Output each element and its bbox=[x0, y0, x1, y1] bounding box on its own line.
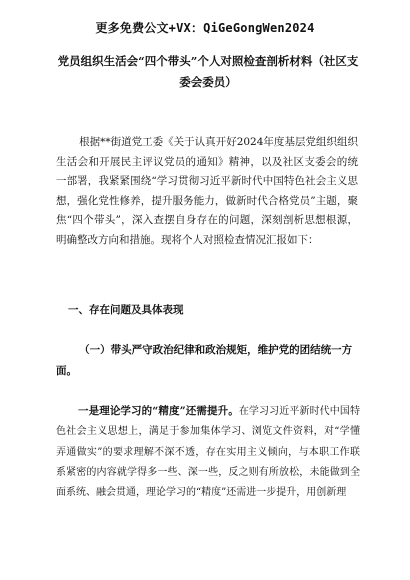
section-heading: 一、存在问题及具体表现 bbox=[68, 304, 184, 316]
intro-paragraph: 根据**街道党工委《关于认真开好2024年度基层党组织组织生活会和开展民主评议党员的通知》精神，以及社区支委会的统一部署，我紧紧围绕“学习贯彻习近平新时代中国特色社会主义思想，强化党性修养，提升服务能力，做新时代合格党员”主题，聚焦“四个带头”，深入查摆自身存在的问题，深刻剖析思想根源，明确整改方向和措施。现将个人对照检查情况汇报如下： bbox=[56, 136, 358, 246]
body-paragraph bbox=[56, 401, 360, 503]
paragraph-text: 在学习习近平新时代中国特色社会主义思想上，满足于参加集体学习、浏览文件资料，对“学懂弄通做实”的要求理解不深不透，存在实用主义倾向，与本职工作联系紧密的内容就学得多一些、深一些，反之则有所放松，未能做到全面系统、融会贯通，理论学习的“精度”还需进一步提升，用创新理 bbox=[56, 406, 360, 499]
paragraph-lead: 一是理论学习的“精度”还需提升。 bbox=[78, 405, 239, 417]
header-note: 更多免费公文+VX：QiGeGongWen2024 bbox=[95, 21, 315, 35]
document-title: 党员组织生活会“四个带头”个人对照检查剖析材料（社区支委会委员） bbox=[57, 54, 359, 89]
subsection-heading: （一）带头严守政治纪律和政治规矩，维护党的团结统一方面。 bbox=[56, 344, 353, 377]
